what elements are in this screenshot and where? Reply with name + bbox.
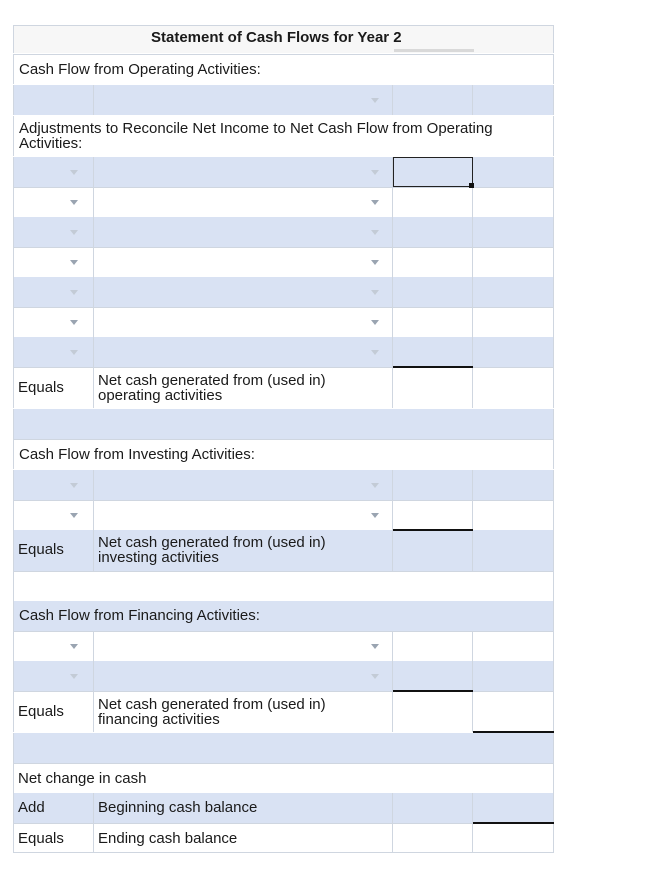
adjustment-sign-dropdown[interactable] bbox=[13, 277, 94, 307]
adjustment-item-dropdown[interactable] bbox=[94, 217, 393, 247]
financing-row-2[interactable] bbox=[13, 661, 554, 691]
ending-balance-row bbox=[13, 823, 554, 853]
chevron-down-icon[interactable] bbox=[371, 230, 379, 235]
adjustment-sign-dropdown[interactable] bbox=[13, 157, 94, 187]
adjustment-item-dropdown[interactable] bbox=[94, 188, 393, 217]
adjustment-item-dropdown[interactable] bbox=[94, 308, 393, 337]
equals-label: Equals bbox=[18, 379, 64, 396]
total-underline bbox=[473, 822, 554, 824]
financing-amount-input[interactable] bbox=[393, 661, 473, 691]
investing-item-dropdown[interactable] bbox=[94, 501, 393, 530]
chevron-down-icon[interactable] bbox=[70, 644, 78, 649]
financing-total-row bbox=[13, 691, 554, 732]
chevron-down-icon[interactable] bbox=[371, 170, 379, 175]
adjustment-item-dropdown[interactable] bbox=[94, 157, 393, 187]
statement-title: Statement of Cash Flows for Year 2 bbox=[151, 29, 402, 46]
adjustments-heading: Adjustments to Reconcile Net Income to Net Cash Flow from Operating bbox=[19, 120, 493, 137]
financing-total-input[interactable] bbox=[473, 632, 554, 661]
operating-total-row bbox=[13, 367, 554, 408]
investing-sign-dropdown[interactable] bbox=[13, 501, 94, 530]
chevron-down-icon[interactable] bbox=[371, 320, 379, 325]
adjustment-sign-dropdown[interactable] bbox=[13, 308, 94, 337]
adjustment-row-4[interactable] bbox=[13, 247, 554, 277]
investing-heading: Cash Flow from Investing Activities: bbox=[19, 446, 255, 463]
investing-row-2[interactable] bbox=[13, 500, 554, 530]
adjustment-amount-input[interactable] bbox=[393, 277, 473, 307]
fill-handle[interactable] bbox=[469, 183, 474, 188]
adjustment-amount-input[interactable] bbox=[393, 217, 473, 247]
title-row bbox=[13, 25, 554, 53]
adjustment-sign-dropdown[interactable] bbox=[13, 248, 94, 277]
chevron-down-icon[interactable] bbox=[70, 290, 78, 295]
net-operating-label-cont: operating activities bbox=[98, 387, 223, 404]
adjustment-sign-dropdown[interactable] bbox=[13, 337, 94, 367]
net-income-row[interactable] bbox=[13, 85, 554, 115]
investing-item-dropdown[interactable] bbox=[94, 470, 393, 500]
chevron-down-icon[interactable] bbox=[371, 644, 379, 649]
chevron-down-icon[interactable] bbox=[371, 200, 379, 205]
adjustment-sign-dropdown[interactable] bbox=[13, 217, 94, 247]
net-income-total-input[interactable] bbox=[473, 85, 554, 115]
equals-label: Equals bbox=[18, 703, 64, 720]
net-change-label: Net change in cash bbox=[18, 770, 147, 787]
beginning-balance-label: Beginning cash balance bbox=[98, 799, 258, 816]
adjustment-amount-input[interactable] bbox=[393, 188, 473, 217]
chevron-down-icon[interactable] bbox=[371, 350, 379, 355]
adjustment-amount-input[interactable] bbox=[393, 248, 473, 277]
chevron-down-icon[interactable] bbox=[70, 674, 78, 679]
beginning-balance-amount[interactable] bbox=[393, 793, 473, 823]
active-cell-selection[interactable] bbox=[393, 157, 473, 187]
net-financing-amount-input[interactable] bbox=[393, 692, 473, 732]
financing-sign-dropdown[interactable] bbox=[13, 632, 94, 661]
adjustment-item-dropdown[interactable] bbox=[94, 248, 393, 277]
chevron-down-icon[interactable] bbox=[371, 483, 379, 488]
investing-total-input[interactable] bbox=[473, 501, 554, 530]
investing-sign-dropdown[interactable] bbox=[13, 470, 94, 500]
chevron-down-icon[interactable] bbox=[70, 170, 78, 175]
net-financing-label: Net cash generated from (used in) bbox=[98, 696, 326, 713]
adjustments-heading-row bbox=[13, 116, 554, 156]
adjustment-sign-dropdown[interactable] bbox=[13, 188, 94, 217]
net-income-label-cell[interactable] bbox=[13, 85, 94, 115]
spacer-row bbox=[13, 409, 554, 439]
adjustment-row-2[interactable] bbox=[13, 187, 554, 217]
chevron-down-icon[interactable] bbox=[371, 290, 379, 295]
chevron-down-icon[interactable] bbox=[70, 320, 78, 325]
investing-amount-input[interactable] bbox=[393, 470, 473, 500]
adjustment-row-7[interactable] bbox=[13, 337, 554, 367]
adjustment-total-input[interactable] bbox=[473, 308, 554, 337]
net-financing-total-input[interactable] bbox=[473, 692, 554, 732]
spacer-row bbox=[13, 733, 554, 763]
adjustment-total-input[interactable] bbox=[473, 248, 554, 277]
investing-row-1[interactable] bbox=[13, 470, 554, 500]
subtotal-underline bbox=[393, 690, 473, 692]
net-financing-label-cont: financing activities bbox=[98, 711, 220, 728]
investing-total-input[interactable] bbox=[473, 470, 554, 500]
net-operating-label: Net cash generated from (used in) bbox=[98, 372, 326, 389]
financing-row-1[interactable] bbox=[13, 631, 554, 661]
net-income-amount-input[interactable] bbox=[393, 85, 473, 115]
adjustment-item-dropdown[interactable] bbox=[94, 277, 393, 307]
financing-heading-row bbox=[13, 601, 554, 631]
chevron-down-icon[interactable] bbox=[70, 350, 78, 355]
chevron-down-icon[interactable] bbox=[70, 483, 78, 488]
adjustment-total-input[interactable] bbox=[473, 277, 554, 307]
adjustment-amount-input[interactable] bbox=[393, 337, 473, 367]
add-label: Add bbox=[18, 799, 45, 816]
chevron-down-icon[interactable] bbox=[70, 513, 78, 518]
investing-total-row bbox=[13, 530, 554, 571]
net-operating-total-input[interactable] bbox=[473, 368, 554, 408]
adjustment-amount-input[interactable] bbox=[393, 308, 473, 337]
beginning-balance-total-input[interactable] bbox=[473, 793, 554, 823]
financing-item-dropdown[interactable] bbox=[94, 661, 393, 691]
operating-heading-row bbox=[13, 54, 554, 84]
ending-balance-total-input[interactable] bbox=[473, 824, 554, 852]
adjustment-total-input[interactable] bbox=[473, 188, 554, 217]
chevron-down-icon[interactable] bbox=[70, 200, 78, 205]
adjustment-row-3[interactable] bbox=[13, 217, 554, 247]
beginning-balance-row bbox=[13, 793, 554, 823]
investing-heading-row bbox=[13, 439, 554, 469]
net-investing-label-cont: investing activities bbox=[98, 549, 219, 566]
ending-balance-amount[interactable] bbox=[393, 824, 473, 852]
chevron-down-icon[interactable] bbox=[371, 260, 379, 265]
spacer-row bbox=[13, 571, 554, 601]
adjustment-row-6[interactable] bbox=[13, 307, 554, 337]
financing-item-dropdown[interactable] bbox=[94, 632, 393, 661]
adjustment-row-5[interactable] bbox=[13, 277, 554, 307]
chevron-down-icon[interactable] bbox=[371, 513, 379, 518]
financing-amount-input[interactable] bbox=[393, 632, 473, 661]
net-income-dropdown[interactable] bbox=[94, 85, 393, 115]
net-change-row bbox=[13, 763, 554, 793]
net-investing-amount-input[interactable] bbox=[393, 530, 473, 571]
chevron-down-icon[interactable] bbox=[70, 260, 78, 265]
adjustment-total-input[interactable] bbox=[473, 217, 554, 247]
equals-label: Equals bbox=[18, 541, 64, 558]
adjustment-item-dropdown[interactable] bbox=[94, 337, 393, 367]
adjustment-total-input[interactable] bbox=[473, 337, 554, 367]
financing-sign-dropdown[interactable] bbox=[13, 661, 94, 691]
total-underline bbox=[473, 731, 554, 733]
financing-total-input[interactable] bbox=[473, 661, 554, 691]
chevron-down-icon[interactable] bbox=[371, 674, 379, 679]
chevron-down-icon[interactable] bbox=[371, 98, 379, 103]
adjustments-heading-cont: Activities: bbox=[19, 135, 83, 152]
operating-heading: Cash Flow from Operating Activities: bbox=[19, 61, 261, 78]
chevron-down-icon[interactable] bbox=[70, 230, 78, 235]
investing-amount-input[interactable] bbox=[393, 501, 473, 530]
net-investing-label: Net cash generated from (used in) bbox=[98, 534, 326, 551]
financing-heading: Cash Flow from Financing Activities: bbox=[19, 607, 260, 624]
net-investing-total-input[interactable] bbox=[473, 530, 554, 571]
subtotal-underline bbox=[393, 366, 473, 368]
ending-balance-label: Ending cash balance bbox=[98, 830, 238, 847]
net-operating-amount-input[interactable] bbox=[393, 368, 473, 408]
adjustment-total-input[interactable] bbox=[473, 157, 554, 187]
equals-label: Equals bbox=[18, 830, 64, 847]
subtotal-underline bbox=[393, 529, 473, 531]
net-change-total-input[interactable] bbox=[473, 764, 554, 793]
